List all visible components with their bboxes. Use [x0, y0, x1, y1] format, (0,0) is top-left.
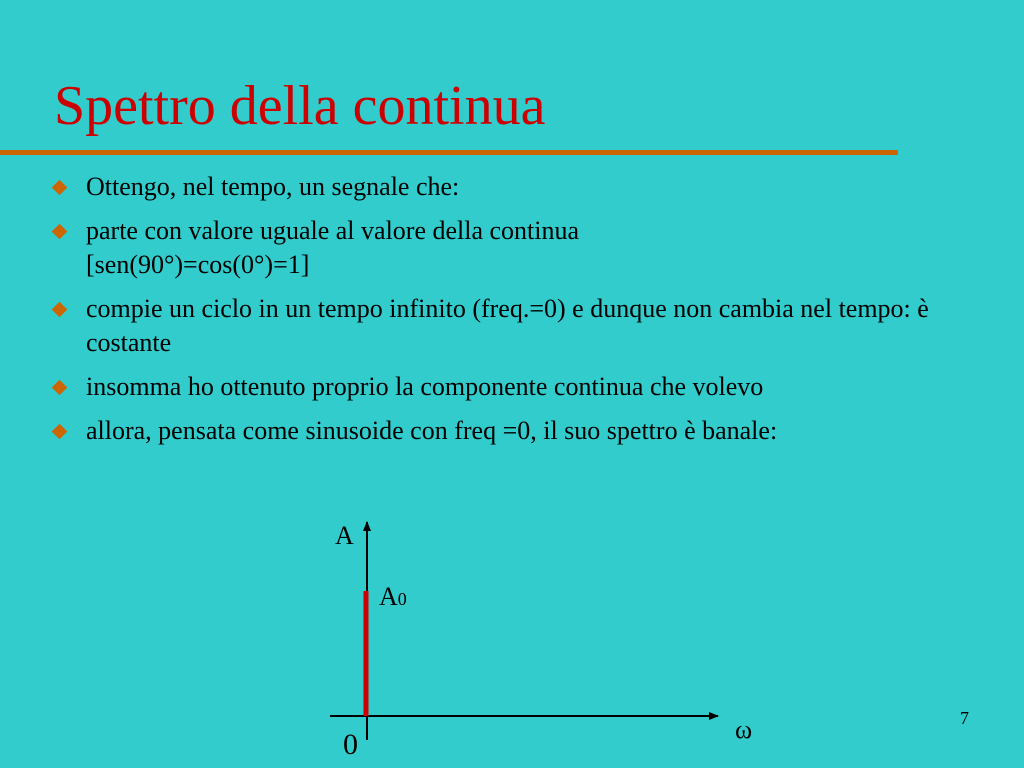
x-axis-label: ω — [735, 715, 753, 744]
line-label-main: A — [379, 582, 398, 611]
y-axis-label: A — [335, 521, 354, 550]
bullet-text: Ottengo, nel tempo, un segnale che: — [86, 172, 460, 201]
bullet-text: insomma ho ottenuto proprio la componente continua che volevo — [86, 372, 764, 401]
bullet-text: allora, pensata come sinusoide con freq =0, il suo spettro è banale: — [86, 416, 778, 445]
line-label — [379, 582, 407, 611]
bullet-text: parte con valore uguale al valore della continua [sen(90°)=cos(0°)=1] — [86, 216, 580, 279]
bullet-text: compie un ciclo in un tempo infinito (freq.=0) e dunque non cambia nel tempo: è costante — [86, 294, 929, 357]
line-label-subscript: 0 — [397, 589, 407, 609]
page-number: 7 — [960, 708, 969, 728]
slide-title: Spettro della continua — [54, 75, 546, 137]
origin-label: 0 — [343, 728, 358, 761]
